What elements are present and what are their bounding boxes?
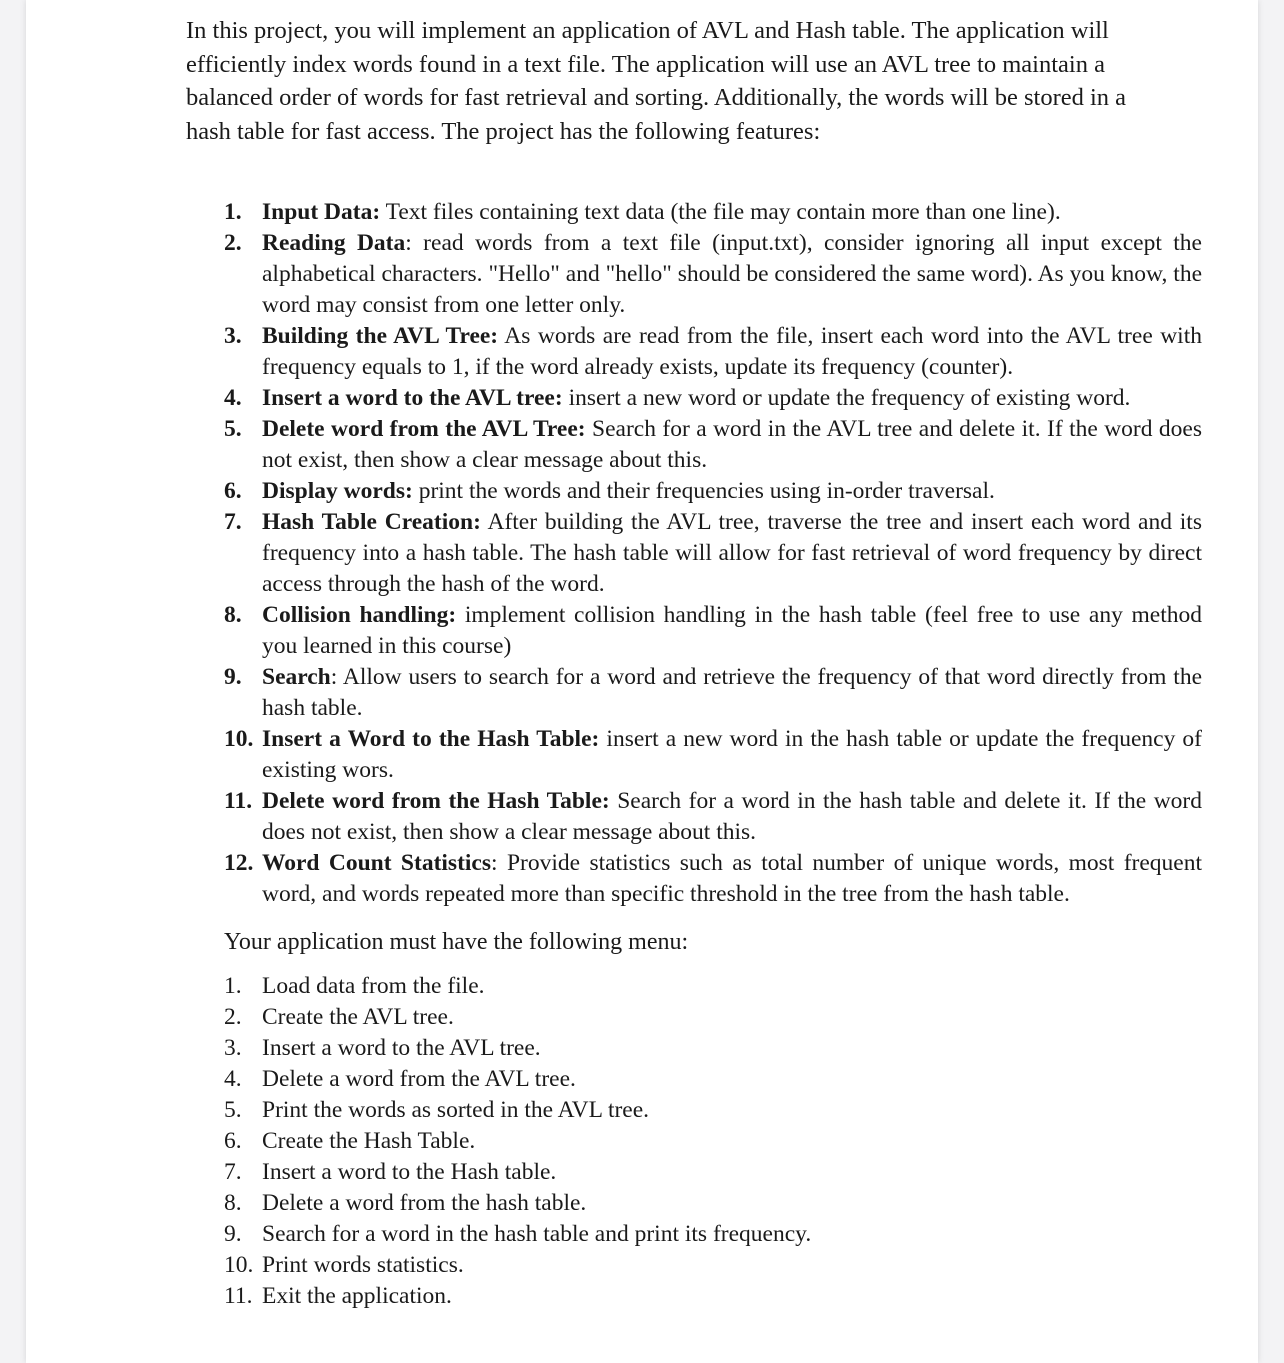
feature-number: 1.: [224, 199, 242, 225]
menu-item: [186, 1095, 1236, 1126]
document-page: [26, 0, 1258, 1363]
feature-item: [186, 383, 1236, 414]
feature-number: 2.: [224, 230, 242, 256]
menu-number: 4.: [224, 1066, 242, 1092]
menu-number: 8.: [224, 1190, 242, 1216]
feature-term: Insert a word to the AVL tree:: [262, 385, 563, 411]
menu-text: Print words statistics.: [262, 1252, 464, 1278]
feature-description: : Provide statistics such as total number of unique words, most frequent word, and words repeated more than specific threshold in the tree from the hash table.: [262, 850, 1202, 907]
menu-list: [186, 971, 1236, 1312]
menu-text: Delete a word from the hash table.: [262, 1190, 587, 1216]
feature-term: Delete word from the AVL Tree:: [262, 416, 586, 442]
feature-description: insert a new word or update the frequency of existing word.: [562, 385, 1131, 411]
menu-item: [186, 1033, 1236, 1064]
menu-text: Insert a word to the Hash table.: [262, 1159, 557, 1185]
feature-number: 4.: [224, 385, 242, 411]
menu-number: 1.: [224, 973, 242, 999]
menu-text: Search for a word in the hash table and print its frequency.: [262, 1221, 812, 1247]
feature-description: : Allow users to search for a word and retrieve the frequency of that word directly from the hash table.: [262, 664, 1202, 721]
menu-text: Create the Hash Table.: [262, 1128, 476, 1154]
feature-item: [186, 600, 1236, 662]
menu-item: [186, 1002, 1236, 1033]
feature-item: [186, 662, 1236, 724]
menu-number: 2.: [224, 1004, 242, 1030]
menu-text: Insert a word to the AVL tree.: [262, 1035, 541, 1061]
document-body: [186, 14, 1236, 1312]
feature-term: Display words:: [262, 478, 413, 504]
feature-term: Building the AVL Tree:: [262, 323, 499, 349]
feature-description: As words are read from the file, insert each word into the AVL tree with frequency equals to 1, if the word already exists, update its frequency (counter).: [262, 323, 1202, 380]
feature-item: [186, 786, 1236, 848]
menu-number: 10.: [224, 1252, 254, 1278]
menu-text: Create the AVL tree.: [262, 1004, 454, 1030]
feature-number: 7.: [224, 509, 242, 535]
feature-number: 11.: [224, 788, 253, 814]
menu-item: [186, 1157, 1236, 1188]
feature-item: [186, 228, 1236, 321]
menu-text: Load data from the file.: [262, 973, 485, 999]
menu-number: 7.: [224, 1159, 242, 1185]
menu-number: 9.: [224, 1221, 242, 1247]
feature-description: print the words and their frequencies using in-order traversal.: [412, 478, 995, 504]
feature-number: 6.: [224, 478, 242, 504]
feature-term: Search: [262, 664, 331, 690]
feature-number: 8.: [224, 602, 242, 628]
menu-number: 3.: [224, 1035, 242, 1061]
feature-description: implement collision handling in the hash table (feel free to use any method you learned in this course): [262, 602, 1203, 659]
feature-term: Hash Table Creation:: [262, 509, 481, 535]
features-list: [186, 197, 1236, 910]
feature-item: [186, 197, 1236, 228]
feature-item: [186, 507, 1236, 600]
menu-text: Exit the application.: [262, 1283, 452, 1309]
menu-intro: Your application must have the following menu:: [224, 929, 689, 955]
menu-item: [186, 1250, 1236, 1281]
feature-description: Search for a word in the hash table and delete it. If the word does not exist, then show a clear message about this.: [262, 788, 1202, 845]
feature-number: 9.: [224, 664, 242, 690]
feature-number: 5.: [224, 416, 242, 442]
feature-item: [186, 724, 1236, 786]
feature-number: 12.: [224, 850, 254, 876]
menu-item: [186, 1188, 1236, 1219]
menu-item: [186, 971, 1236, 1002]
menu-text: Delete a word from the AVL tree.: [262, 1066, 576, 1092]
intro-paragraph: In this project, you will implement an application of AVL and Hash table. The application will efficiently index words found in a text file. The application will use an AVL tree to maintain a balanced order of words for fast retrieval and sorting. Additionally, the words will be stored in a hash table for fast access. The project has the following features:: [186, 17, 1127, 145]
menu-item: [186, 1219, 1236, 1250]
feature-item: [186, 848, 1236, 910]
feature-term: Input Data:: [262, 199, 381, 225]
feature-term: Delete word from the Hash Table:: [262, 788, 610, 814]
feature-item: [186, 414, 1236, 476]
feature-description: Search for a word in the AVL tree and delete it. If the word does not exist, then show a clear message about this.: [262, 416, 1202, 473]
feature-number: 10.: [224, 726, 254, 752]
feature-number: 3.: [224, 323, 242, 349]
menu-number: 6.: [224, 1128, 242, 1154]
menu-number: 11.: [224, 1283, 253, 1309]
feature-item: [186, 476, 1236, 507]
menu-item: [186, 1064, 1236, 1095]
feature-term: Word Count Statistics: [262, 850, 492, 876]
feature-description: insert a new word in the hash table or update the frequency of existing wors.: [262, 726, 1203, 783]
feature-description: : read words from a text file (input.txt), consider ignoring all input except the alphabetical characters. "Hello" and "hello" should be considered the same word). As you know, the word may consist from one letter only.: [262, 230, 1202, 318]
menu-text: Print the words as sorted in the AVL tree.: [262, 1097, 650, 1123]
feature-term: Insert a Word to the Hash Table:: [262, 726, 600, 752]
feature-description: After building the AVL tree, traverse the tree and insert each word and its frequency into a hash table. The hash table will allow for fast retrieval of word frequency by direct access through the hash of the word.: [262, 509, 1202, 597]
menu-item: [186, 1126, 1236, 1157]
feature-term: Collision handling:: [262, 602, 457, 628]
feature-description: Text files containing text data (the file may contain more than one line).: [380, 199, 1061, 225]
menu-number: 5.: [224, 1097, 242, 1123]
feature-term: Reading Data: [262, 230, 406, 256]
feature-item: [186, 321, 1236, 383]
menu-item: [186, 1281, 1236, 1312]
